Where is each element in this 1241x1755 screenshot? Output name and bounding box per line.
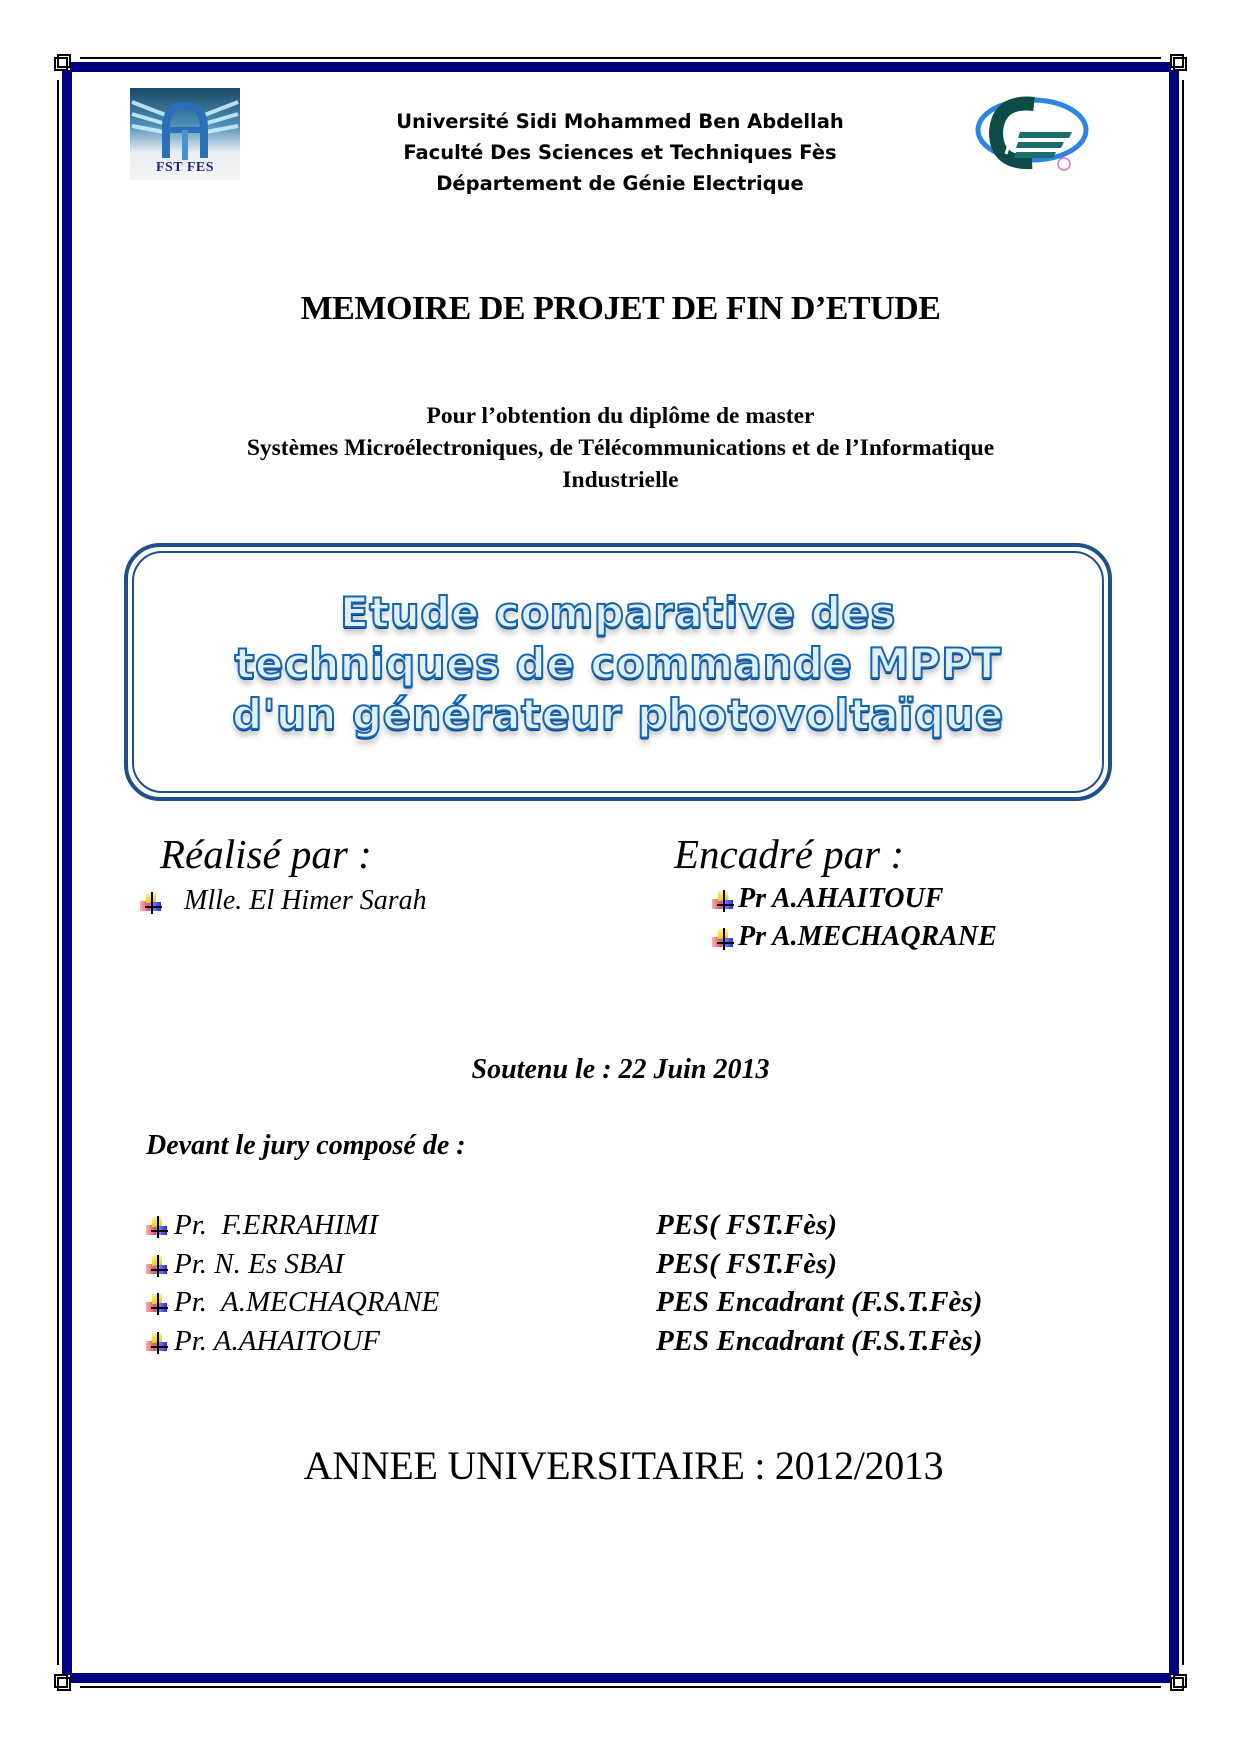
document-type-title: MEMOIRE DE PROJET DE FIN D’ETUDE: [300, 290, 941, 327]
jury-member-name: Pr. N. Es SBAI: [174, 1247, 344, 1280]
border-corner-top-right: [1165, 54, 1187, 76]
thesis-title-box: [124, 543, 1112, 801]
supervisor-name: Pr A.AHAITOUF: [738, 883, 944, 914]
jury-member-name: Pr. A.AHAITOUF: [174, 1324, 380, 1357]
border-corner-bottom-right: [1165, 1669, 1187, 1691]
jury-member-role: PES( FST.Fès): [656, 1247, 838, 1280]
jury-member-name: Pr. F.ERRAHIMI: [174, 1209, 379, 1241]
supervisor-item: [712, 918, 997, 956]
border-line-bottom: [80, 1686, 1161, 1688]
jury-member-role: PES( FST.Fès): [656, 1209, 838, 1241]
jury-member: [146, 1206, 1106, 1245]
supervisors-list: [712, 880, 997, 956]
bullet-icon: [146, 1255, 168, 1277]
jury-member: [146, 1283, 1106, 1322]
jury-member-role: PES Encadrant (F.S.T.Fès): [656, 1324, 983, 1357]
jury-list: [146, 1206, 1106, 1360]
thesis-title-line-2: techniques de commande MPPT: [234, 639, 1002, 688]
department-name: Département de Génie Electrique: [436, 172, 804, 195]
thesis-title: [128, 587, 1108, 740]
genie-electrique-logo-icon: [972, 88, 1092, 178]
author: [140, 885, 427, 917]
encadre-par-heading: Encadré par :: [674, 831, 905, 877]
bullet-icon: [712, 928, 734, 950]
author-name: Mlle. El Himer Sarah: [184, 885, 427, 916]
fst-fes-logo-icon: [130, 88, 240, 180]
degree-line-1: Pour l’obtention du diplôme de master: [426, 403, 815, 429]
supervisor-item: [712, 880, 997, 918]
realise-par-heading: Réalisé par :: [160, 831, 372, 877]
university-name: Université Sidi Mohammed Ben Abdellah: [396, 110, 844, 133]
jury-member-name: Pr. A.MECHAQRANE: [174, 1286, 440, 1318]
bullet-icon: [140, 892, 162, 914]
border-corner-bottom-left: [54, 1669, 76, 1691]
degree-line-2: Systèmes Microélectroniques, de Télécommunications et de l’Informatique: [246, 435, 995, 461]
border-bar-bottom: [70, 1673, 1171, 1683]
jury-member-role: PES Encadrant (F.S.T.Fès): [656, 1286, 983, 1318]
institution-header: [360, 106, 880, 199]
bullet-icon: [712, 890, 734, 912]
border-bar-top: [70, 62, 1171, 72]
degree-block: [140, 400, 1101, 496]
border-corner-top-left: [54, 54, 76, 76]
bullet-icon: [146, 1216, 168, 1238]
bullet-icon: [146, 1293, 168, 1315]
jury-heading: Devant le jury composé de :: [146, 1130, 466, 1161]
fst-fes-logo-text: FST FES: [155, 160, 215, 175]
academic-year: ANNEE UNIVERSITAIRE : 2012/2013: [303, 1443, 944, 1488]
thesis-title-line-3: d'un générateur photovoltaïque: [232, 690, 1004, 739]
degree-line-3: Industrielle: [562, 467, 679, 493]
jury-member: [146, 1322, 1106, 1361]
jury-member: [146, 1245, 1106, 1284]
faculty-name: Faculté Des Sciences et Techniques Fès: [403, 141, 837, 164]
thesis-title-line-1: Etude comparative des: [340, 588, 896, 637]
border-line-top: [80, 57, 1161, 59]
bullet-icon: [146, 1332, 168, 1354]
defense-date: Soutenu le : 22 Juin 2013: [471, 1054, 770, 1085]
supervisor-name: Pr A.MECHAQRANE: [738, 921, 997, 952]
